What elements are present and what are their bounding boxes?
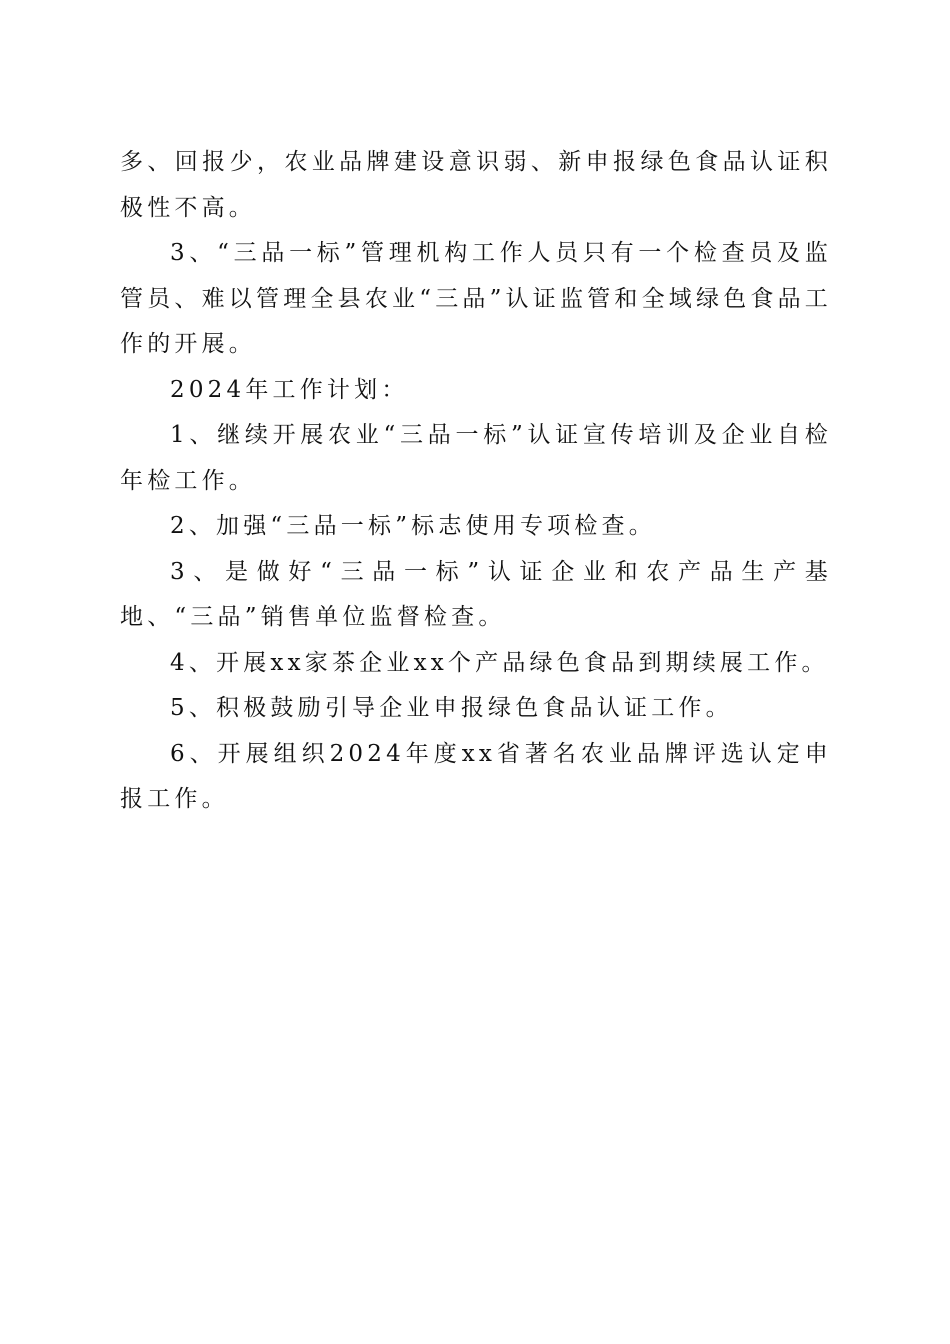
- paragraph-continuation: 多、回报少，农业品牌建设意识弱、新申报绿色食品认证积极性不高。: [120, 149, 832, 221]
- plan-item-3: 3、是做好“三品一标”认证企业和农产品生产基地、“三品”销售单位监督检查。: [120, 558, 832, 630]
- paragraph-problem-3: 3、“三品一标”管理机构工作人员只有一个检查员及监管员、难以管理全县农业“三品”认证监管和全域绿色食品工作的开展。: [120, 240, 832, 357]
- plan-item-2: 2、加强“三品一标”标志使用专项检查。: [170, 513, 656, 539]
- section-heading-2024-plan: 2024年工作计划：: [170, 376, 409, 403]
- plan-item-4: 4、开展xx家茶企业xx个产品绿色食品到期续展工作。: [170, 649, 829, 676]
- plan-item-6: 6、开展组织2024年度xx省著名农业品牌评选认定申报工作。: [120, 740, 832, 812]
- document-body: [120, 140, 832, 823]
- plan-item-1: 1、继续开展农业“三品一标”认证宣传培训及企业自检年检工作。: [120, 422, 832, 494]
- plan-item-5: 5、积极鼓励引导企业申报绿色食品认证工作。: [170, 695, 733, 721]
